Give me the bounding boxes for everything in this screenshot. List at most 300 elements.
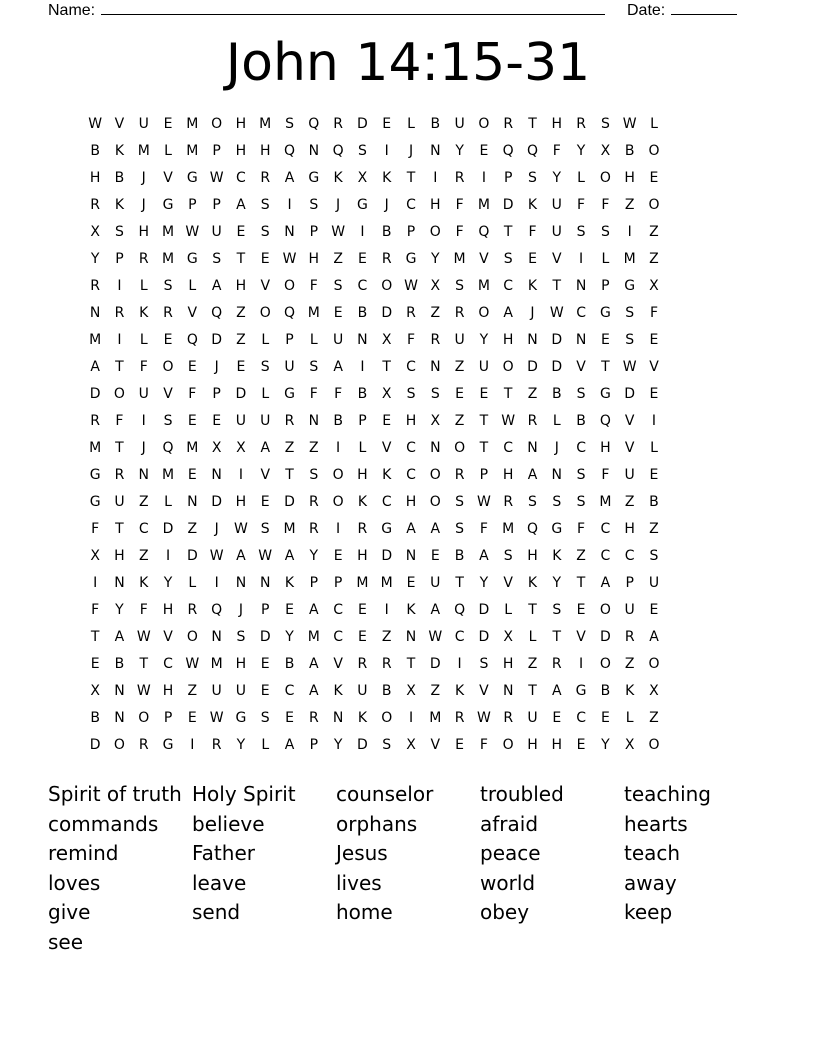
grid-letter: S — [600, 116, 610, 132]
grid-letter: O — [381, 710, 393, 726]
grid-letter: O — [259, 305, 271, 321]
grid-letter: D — [478, 602, 490, 618]
grid-letter: N — [502, 683, 514, 699]
grid-letter: W — [622, 116, 637, 132]
grid-letter: Y — [552, 170, 562, 186]
grid-letter: I — [433, 170, 438, 186]
grid-letter: R — [576, 116, 586, 132]
grid-letter: D — [429, 656, 441, 672]
grid-letter: S — [163, 278, 173, 294]
grid-letter: C — [357, 278, 368, 294]
grid-letter: V — [114, 116, 125, 132]
grid-letter: V — [163, 629, 173, 645]
grid-row — [83, 273, 666, 300]
grid-letter: O — [599, 170, 611, 186]
grid-letter: Y — [285, 629, 294, 645]
grid-letter: H — [235, 143, 247, 159]
grid-letter: E — [236, 224, 246, 240]
grid-letter: N — [551, 467, 563, 483]
grid-letter: P — [503, 170, 513, 186]
grid-letter: O — [186, 629, 198, 645]
grid-letter: I — [481, 170, 486, 186]
grid-letter: E — [576, 737, 586, 753]
grid-letter: H — [162, 602, 174, 618]
grid-letter: C — [576, 710, 586, 726]
grid-letter: K — [382, 170, 392, 186]
grid-letter: U — [138, 386, 149, 402]
grid-letter: R — [357, 521, 368, 537]
grid-row — [83, 408, 666, 435]
grid-letter: D — [89, 386, 101, 402]
grid-letter: T — [406, 170, 416, 186]
grid-letter: G — [162, 197, 174, 213]
grid-letter: H — [624, 170, 635, 186]
grid-letter: Y — [455, 143, 464, 159]
grid-letter: B — [333, 413, 343, 429]
grid-letter: F — [649, 305, 658, 321]
grid-letter: Q — [186, 332, 198, 348]
grid-letter: S — [552, 602, 562, 618]
grid-letter: A — [211, 278, 222, 294]
grid-letter: T — [576, 575, 586, 591]
grid-letter: H — [235, 494, 247, 510]
grid-letter: O — [502, 359, 514, 375]
grid-letter: C — [236, 170, 246, 186]
grid-letter: I — [336, 521, 341, 537]
grid-letter: Q — [526, 143, 538, 159]
grid-letter: D — [478, 629, 490, 645]
grid-letter: L — [188, 575, 197, 591]
grid-letter: P — [406, 224, 416, 240]
grid-letter: J — [554, 440, 559, 456]
grid-letter: G — [624, 278, 636, 294]
grid-letter: N — [89, 305, 101, 321]
grid-letter: V — [503, 575, 513, 591]
grid-letter: S — [260, 710, 270, 726]
grid-letter: O — [478, 116, 490, 132]
grid-letter: I — [141, 413, 146, 429]
word-search-grid — [83, 111, 666, 759]
grid-letter: H — [405, 413, 417, 429]
grid-letter: X — [357, 170, 368, 186]
grid-letter: W — [622, 359, 637, 375]
grid-letter: N — [575, 332, 587, 348]
grid-letter: R — [114, 467, 125, 483]
grid-letter: T — [90, 629, 100, 645]
grid-letter: P — [333, 575, 343, 591]
grid-letter: Z — [284, 440, 295, 456]
grid-letter: X — [406, 683, 416, 699]
grid-letter: I — [93, 575, 98, 591]
grid-letter: A — [430, 521, 441, 537]
grid-letter: E — [576, 602, 586, 618]
date-blank-line — [671, 0, 737, 15]
grid-letter: O — [429, 224, 441, 240]
grid-letter: F — [601, 467, 610, 483]
grid-letter: B — [551, 386, 562, 402]
grid-row — [83, 705, 666, 732]
grid-letter: H — [235, 656, 247, 672]
grid-letter: J — [408, 143, 414, 159]
grid-letter: E — [285, 602, 294, 618]
grid-letter: E — [552, 710, 562, 726]
grid-letter: H — [551, 737, 563, 753]
grid-row — [83, 327, 666, 354]
name-blank-line — [101, 0, 605, 15]
grid-letter: T — [479, 440, 489, 456]
grid-letter: K — [625, 683, 635, 699]
grid-letter: L — [164, 494, 172, 510]
grid-letter: I — [384, 143, 389, 159]
grid-letter: D — [624, 386, 636, 402]
grid-letter: H — [527, 548, 538, 564]
grid-letter: R — [503, 494, 514, 510]
grid-letter: W — [88, 116, 103, 132]
word-bank-item: home — [336, 900, 393, 925]
grid-letter: H — [308, 251, 320, 267]
grid-row — [83, 219, 666, 246]
grid-letter: C — [406, 467, 416, 483]
grid-letter: E — [528, 251, 537, 267]
grid-letter: M — [89, 332, 102, 348]
grid-letter: S — [625, 305, 635, 321]
grid-letter: H — [138, 224, 149, 240]
grid-row — [83, 192, 666, 219]
grid-letter: J — [214, 359, 219, 375]
grid-letter: C — [503, 440, 514, 456]
grid-letter: H — [502, 332, 514, 348]
grid-letter: R — [90, 197, 101, 213]
grid-letter: J — [214, 521, 219, 537]
grid-letter: J — [530, 305, 535, 321]
grid-letter: T — [236, 251, 246, 267]
grid-letter: P — [115, 251, 124, 267]
grid-letter: T — [528, 116, 537, 132]
grid-letter: K — [382, 467, 392, 483]
grid-letter: K — [114, 143, 125, 159]
grid-letter: E — [260, 683, 270, 699]
grid-letter: L — [261, 332, 270, 348]
grid-letter: I — [579, 656, 584, 672]
grid-letter: M — [477, 278, 490, 294]
grid-letter: I — [117, 332, 122, 348]
grid-letter: Y — [115, 602, 124, 618]
grid-letter: S — [503, 548, 513, 564]
grid-letter: J — [141, 197, 146, 213]
grid-letter: P — [212, 197, 221, 213]
grid-letter: R — [551, 656, 562, 672]
grid-letter: T — [503, 386, 513, 402]
grid-letter: H — [405, 494, 417, 510]
grid-letter: N — [187, 494, 198, 510]
grid-letter: K — [455, 683, 465, 699]
grid-letter: N — [308, 143, 320, 159]
grid-letter: F — [577, 197, 586, 213]
grid-letter: O — [162, 359, 174, 375]
grid-letter: M — [259, 116, 272, 132]
grid-letter: S — [212, 251, 222, 267]
grid-letter: S — [115, 224, 124, 240]
grid-letter: U — [211, 683, 222, 699]
grid-letter: T — [139, 656, 149, 672]
grid-letter: E — [236, 359, 246, 375]
grid-letter: H — [114, 548, 125, 564]
grid-letter: X — [503, 629, 513, 645]
grid-letter: L — [625, 710, 634, 726]
grid-letter: N — [430, 440, 441, 456]
grid-letter: S — [649, 548, 659, 564]
grid-letter: E — [649, 332, 659, 348]
grid-letter: P — [601, 278, 610, 294]
grid-letter: V — [163, 386, 173, 402]
grid-letter: B — [381, 683, 392, 699]
grid-letter: Z — [187, 521, 198, 537]
word-bank-item: give — [48, 900, 91, 925]
grid-letter: K — [333, 170, 343, 186]
grid-letter: D — [89, 737, 101, 753]
grid-letter: H — [502, 656, 514, 672]
grid-letter: E — [600, 710, 610, 726]
grid-letter: J — [141, 170, 146, 186]
grid-letter: S — [163, 413, 173, 429]
grid-letter: D — [211, 332, 223, 348]
grid-letter: X — [600, 143, 611, 159]
word-bank-item: lives — [336, 870, 382, 895]
grid-row — [83, 597, 666, 624]
grid-letter: T — [455, 575, 464, 591]
grid-letter: W — [404, 278, 418, 294]
grid-letter: E — [357, 602, 367, 618]
grid-letter: C — [576, 305, 586, 321]
grid-letter: F — [188, 386, 197, 402]
grid-letter: V — [624, 440, 635, 456]
grid-letter: G — [551, 521, 563, 537]
grid-letter: O — [599, 656, 611, 672]
grid-letter: A — [552, 683, 562, 699]
grid-letter: B — [600, 683, 611, 699]
grid-letter: M — [283, 521, 296, 537]
grid-letter: O — [599, 602, 611, 618]
grid-letter: Z — [624, 197, 635, 213]
grid-letter: R — [454, 305, 465, 321]
grid-letter: T — [382, 359, 391, 375]
grid-letter: R — [333, 116, 343, 132]
grid-letter: L — [528, 629, 537, 645]
grid-letter: T — [503, 224, 513, 240]
grid-letter: W — [501, 413, 516, 429]
grid-letter: Y — [236, 737, 246, 753]
grid-letter: S — [430, 386, 440, 402]
grid-letter: S — [260, 224, 270, 240]
word-bank-item: keep — [624, 900, 673, 925]
grid-letter: A — [430, 602, 441, 618]
grid-letter: G — [162, 737, 174, 753]
grid-letter: R — [308, 521, 319, 537]
grid-letter: L — [504, 602, 513, 618]
grid-letter: V — [260, 467, 271, 483]
grid-letter: W — [234, 521, 248, 537]
grid-letter: O — [138, 710, 150, 726]
grid-letter: F — [552, 143, 561, 159]
grid-row — [83, 354, 666, 381]
grid-letter: B — [90, 710, 100, 726]
grid-row — [83, 435, 666, 462]
grid-letter: M — [89, 440, 102, 456]
grid-letter: E — [187, 359, 197, 375]
grid-letter: S — [285, 116, 294, 132]
grid-row — [83, 300, 666, 327]
grid-letter: S — [333, 278, 343, 294]
grid-letter: Z — [430, 305, 441, 321]
grid-letter: W — [549, 305, 564, 321]
grid-letter: M — [161, 251, 175, 267]
grid-letter: R — [381, 656, 392, 672]
grid-letter: J — [336, 197, 341, 213]
grid-letter: I — [384, 602, 389, 618]
grid-letter: D — [381, 305, 393, 321]
grid-letter: O — [648, 197, 660, 213]
grid-letter: R — [211, 737, 222, 753]
grid-letter: S — [576, 467, 586, 483]
grid-letter: I — [408, 710, 414, 726]
grid-letter: U — [114, 494, 125, 510]
grid-letter: L — [577, 170, 585, 186]
grid-letter: F — [479, 737, 488, 753]
grid-letter: R — [90, 278, 101, 294]
grid-letter: V — [187, 305, 198, 321]
grid-letter: E — [455, 386, 465, 402]
grid-letter: N — [527, 332, 538, 348]
grid-letter: S — [260, 197, 270, 213]
grid-letter: C — [381, 494, 392, 510]
grid-letter: V — [552, 251, 562, 267]
grid-letter: F — [528, 224, 537, 240]
page-title: John 14:15-31 — [225, 33, 591, 93]
grid-letter: I — [360, 224, 365, 240]
grid-letter: F — [139, 359, 148, 375]
grid-letter: M — [623, 251, 636, 267]
grid-letter: J — [141, 440, 146, 456]
grid-letter: E — [649, 467, 659, 483]
grid-letter: H — [235, 116, 247, 132]
grid-letter: D — [284, 494, 295, 510]
grid-letter: M — [186, 440, 199, 456]
grid-letter: Q — [526, 521, 538, 537]
grid-letter: R — [357, 656, 368, 672]
grid-letter: B — [430, 116, 441, 132]
grid-letter: E — [600, 332, 610, 348]
grid-letter: Q — [308, 116, 320, 132]
grid-letter: H — [502, 467, 514, 483]
grid-letter: F — [601, 197, 610, 213]
grid-letter: I — [579, 251, 584, 267]
word-bank-item: hearts — [624, 811, 688, 836]
grid-letter: N — [308, 413, 320, 429]
grid-letter: B — [114, 170, 125, 186]
grid-letter: R — [90, 413, 101, 429]
grid-letter: H — [235, 278, 247, 294]
grid-letter: W — [282, 251, 297, 267]
grid-letter: L — [139, 278, 148, 294]
grid-letter: V — [576, 359, 586, 375]
grid-row — [83, 462, 666, 489]
grid-letter: W — [476, 710, 491, 726]
grid-row — [83, 246, 666, 273]
grid-letter: B — [357, 386, 368, 402]
grid-letter: Y — [601, 737, 610, 753]
grid-letter: L — [164, 143, 172, 159]
grid-letter: D — [551, 359, 563, 375]
grid-letter: R — [163, 305, 173, 321]
grid-letter: O — [211, 116, 223, 132]
grid-letter: G — [308, 170, 320, 186]
grid-letter: J — [238, 602, 243, 618]
grid-letter: K — [527, 575, 538, 591]
grid-letter: X — [381, 386, 392, 402]
grid-letter: N — [138, 467, 149, 483]
grid-letter: Y — [431, 251, 440, 267]
grid-letter: R — [503, 116, 514, 132]
grid-letter: X — [90, 683, 100, 699]
grid-letter: G — [381, 521, 393, 537]
grid-letter: U — [454, 116, 465, 132]
grid-letter: S — [309, 197, 319, 213]
grid-row — [83, 543, 666, 570]
grid-letter: F — [455, 197, 464, 213]
grid-letter: A — [649, 629, 659, 645]
grid-letter: N — [405, 548, 417, 564]
grid-letter: H — [624, 521, 635, 537]
grid-letter: U — [624, 467, 635, 483]
grid-letter: Q — [502, 143, 514, 159]
word-bank-item: afraid — [480, 811, 539, 836]
grid-letter: O — [332, 467, 344, 483]
grid-letter: U — [551, 197, 562, 213]
grid-letter: S — [236, 629, 246, 645]
grid-letter: W — [136, 629, 151, 645]
date-label: Date: — [627, 2, 666, 19]
grid-letter: N — [430, 359, 441, 375]
grid-letter: I — [238, 467, 243, 483]
grid-letter: R — [187, 602, 198, 618]
grid-letter: Q — [599, 413, 611, 429]
grid-letter: U — [454, 332, 465, 348]
grid-letter: Q — [284, 305, 296, 321]
grid-letter: K — [333, 683, 343, 699]
grid-letter: Y — [479, 332, 489, 348]
grid-letter: Z — [236, 332, 246, 348]
grid-letter: E — [382, 413, 392, 429]
grid-letter: I — [165, 548, 171, 564]
grid-letter: F — [406, 332, 416, 348]
grid-letter: P — [625, 575, 634, 591]
grid-letter: A — [284, 170, 295, 186]
grid-letter: C — [138, 521, 149, 537]
grid-letter: I — [651, 413, 657, 429]
grid-letter: E — [406, 575, 416, 591]
grid-letter: M — [599, 494, 612, 510]
grid-letter: K — [114, 197, 125, 213]
grid-letter: N — [430, 143, 441, 159]
grid-letter: T — [479, 413, 489, 429]
grid-letter: M — [186, 143, 199, 159]
word-bank-item: teach — [624, 841, 681, 866]
grid-letter: A — [527, 467, 538, 483]
grid-letter: V — [649, 359, 659, 375]
grid-letter: C — [600, 548, 611, 564]
grid-letter: N — [405, 629, 417, 645]
grid-letter: E — [163, 116, 173, 132]
